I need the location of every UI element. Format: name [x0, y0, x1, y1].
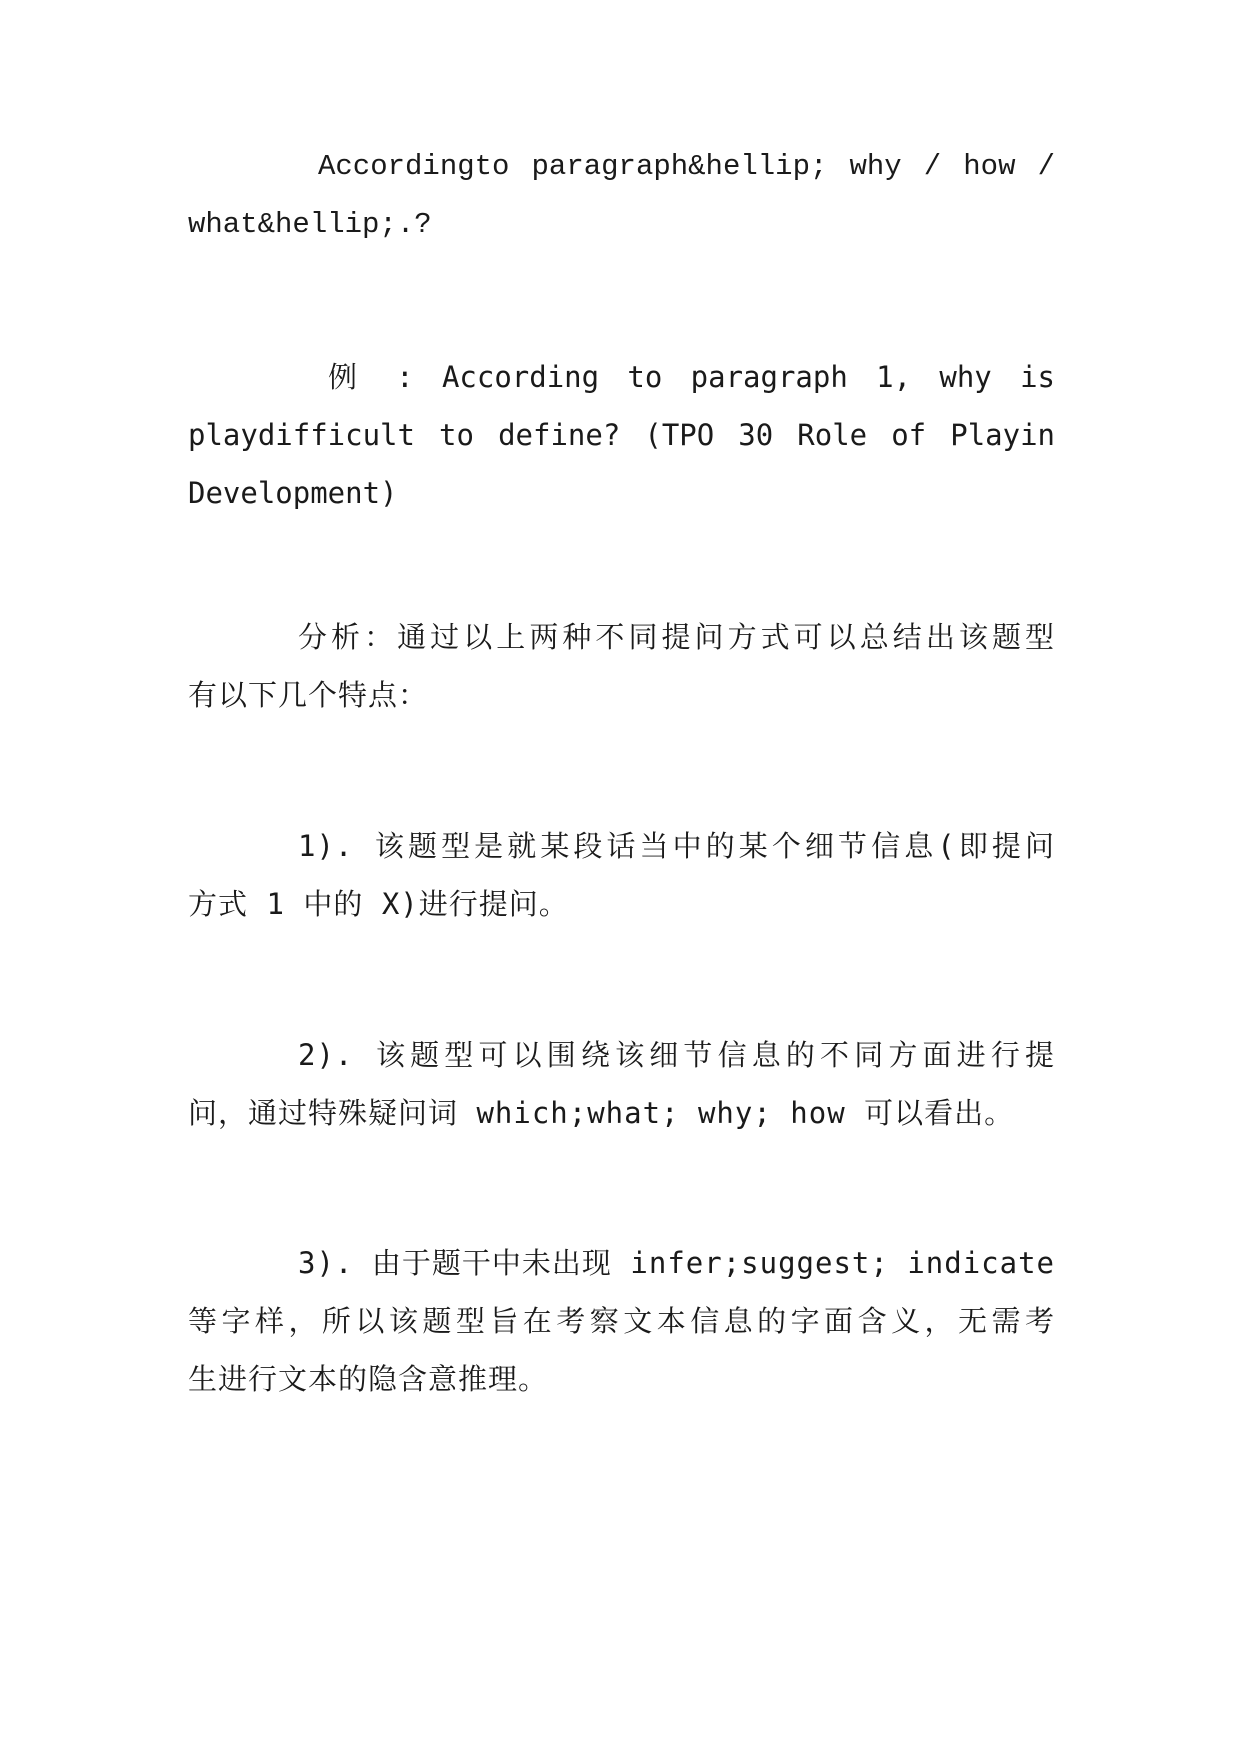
- paragraph-line: 等字样，所以该题型旨在考察文本信息的字面含义，无需考: [188, 1304, 1055, 1338]
- paragraph-line: Accordingto paragraph&hellip; why / how /: [318, 150, 1055, 183]
- paragraph-line: 方式 1 中的 X)进行提问。: [188, 887, 569, 921]
- paragraph-line: playdifficult to define? (TPO 30 Role of Playin: [188, 418, 1055, 452]
- paragraph-point-3: [188, 1234, 1055, 1408]
- paragraph-question-pattern: [188, 138, 1055, 254]
- paragraph-point-2: [188, 1026, 1055, 1142]
- paragraph-line: 1). 该题型是就某段话当中的某个细节信息(即提问: [298, 829, 1055, 863]
- paragraph-example: [188, 348, 1055, 522]
- paragraph-line: 问，通过特殊疑问词 which;what; why; how 可以看出。: [188, 1096, 1015, 1130]
- paragraph-line: 分析：通过以上两种不同提问方式可以总结出该题型: [298, 620, 1055, 654]
- paragraph-line: 生进行文本的隐含意推理。: [188, 1362, 549, 1396]
- paragraph-line: 有以下几个特点：: [188, 678, 429, 712]
- paragraph-analysis: [188, 608, 1055, 724]
- paragraph-point-1: [188, 817, 1055, 933]
- paragraph-line: what&hellip;.?: [188, 208, 432, 241]
- paragraph-line: Development): [188, 476, 398, 510]
- paragraph-line: 2). 该题型可以围绕该细节信息的不同方面进行提: [298, 1038, 1055, 1072]
- paragraph-line: 3). 由于题干中未出现 infer;suggest; indicate: [298, 1246, 1055, 1280]
- paragraph-line: 例 : According to paragraph 1, why is: [328, 360, 1055, 394]
